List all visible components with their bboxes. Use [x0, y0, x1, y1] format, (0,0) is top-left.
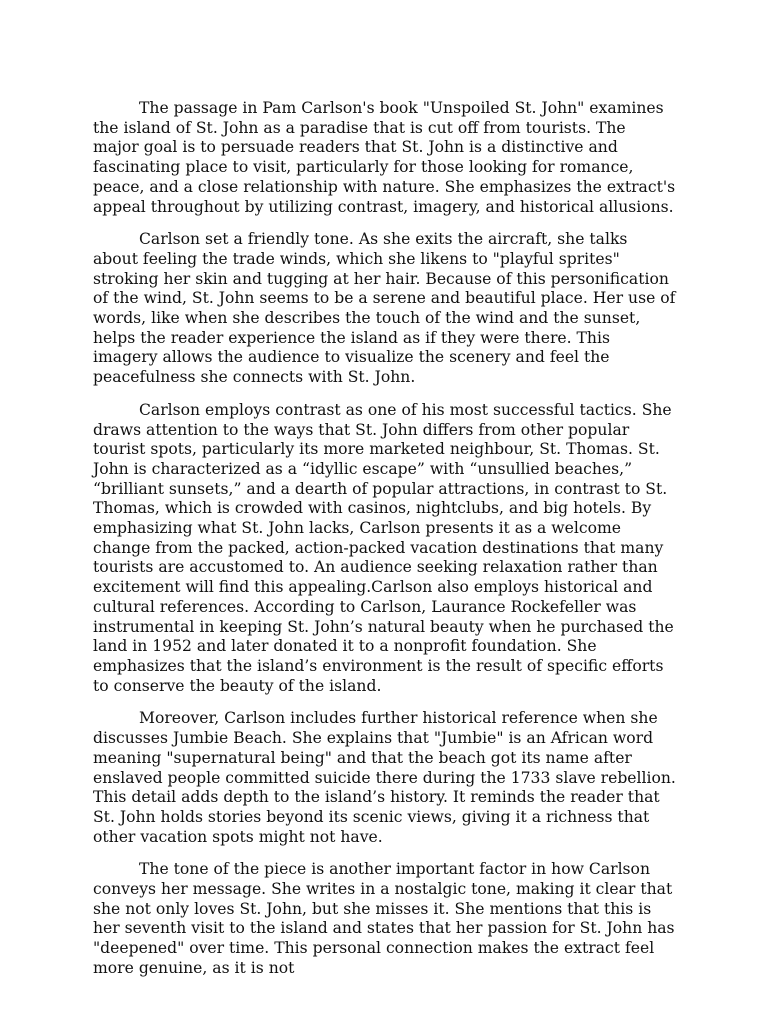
- paragraph-3: Carlson employs contrast as one of his most successful tactics. She draws attention to the ways that St. John differs from other popular tourist spots, particularly its more marketed neighbour, St. Thomas. St. John is characterized as a “idyllic escape” with “unsullied beaches,” “brilliant sunsets,” and a dearth of popular attractions, in contrast to St. Thomas, which is crowded with casinos, nightclubs, and big hotels. By emphasizing what St. John lacks, Carlson presents it as a welcome change from the packed, action-packed vacation destinations that many tourists are accustomed to. An audience seeking relaxation rather than excitement will find this appealing.Carlson also employs historical and cultural references. According to Carlson, Laurance Rockefeller was instrumental in keeping St. John’s natural beauty when he purchased the land in 1952 and later donated it to a nonprofit foundation. She emphasizes that the island’s environment is the result of specific efforts to conserve the beauty of the island.: [93, 400, 674, 695]
- paragraph-2: Carlson set a friendly tone. As she exits the aircraft, she talks about feeling the trade winds, which she likens to "playful sprites" stroking her skin and tugging at her hair. Because of this personification of the wind, St. John seems to be a serene and beautiful place. Her use of words, like when she describes the touch of the wind and the sunset, helps the reader experience the island as if they were there. This imagery allows the audience to visualize the scenery and feel the peacefulness she connects with St. John.: [93, 230, 676, 387]
- paragraph-4: Moreover, Carlson includes further historical reference when she discusses Jumbie Beach. She explains that "Jumbie" is an African word meaning "supernatural being" and that the beach got its name after enslaved people committed suicide there during the 1733 slave rebellion. This detail adds depth to the island’s history. It reminds the reader that St. John holds stories beyond its scenic views, giving it a richness that other vacation spots might not have.: [93, 709, 676, 846]
- paragraph-1: The passage in Pam Carlson's book "Unspoiled St. John" examines the island of St. John as a paradise that is cut off from tourists. The major goal is to persuade readers that St. John is a distinctive and fascinating place to visit, particularly for those looking for romance, peace, and a close relationship with nature. She emphasizes the extract's appeal throughout by utilizing contrast, imagery, and historical allusions.: [93, 99, 676, 216]
- paragraph-5: The tone of the piece is another important factor in how Carlson conveys her message. She writes in a nostalgic tone, making it clear that she not only loves St. John, but she misses it. She mentions that this is her seventh visit to the island and states that her passion for St. John has "deepened" over time. This personal connection makes the extract feel more genuine, as it is not: [93, 860, 675, 977]
